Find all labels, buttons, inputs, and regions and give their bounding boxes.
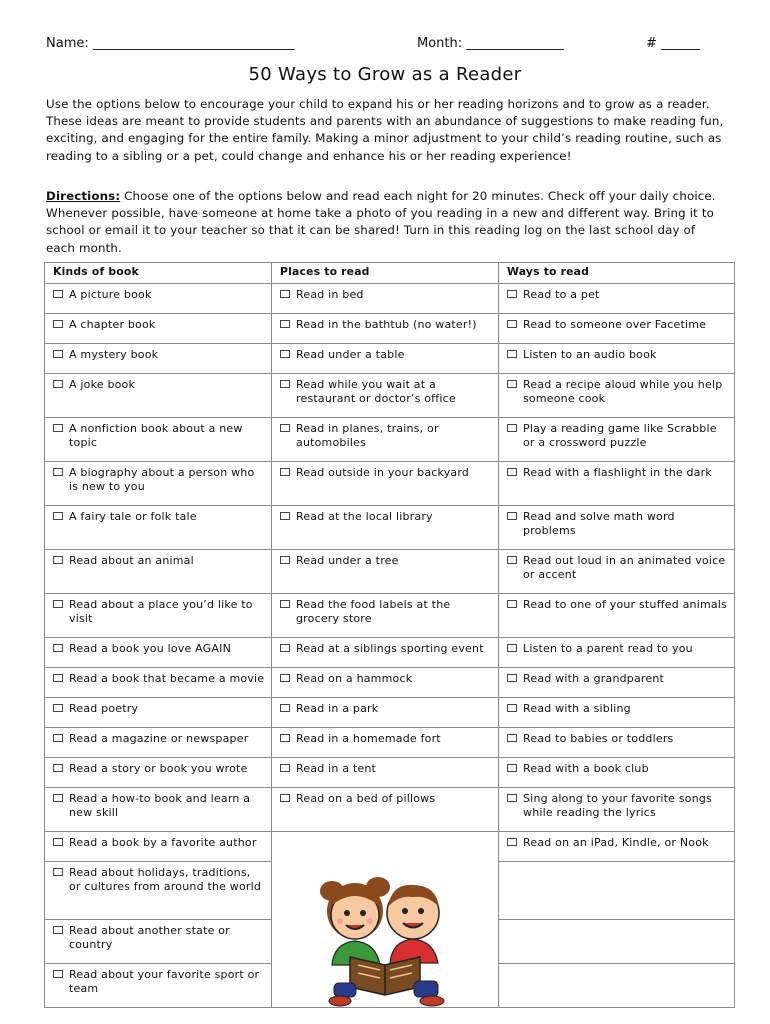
kind-of-book-label: Read about your favorite sport or team [69, 968, 260, 995]
table-row [45, 550, 735, 594]
checkbox-icon[interactable] [53, 764, 63, 772]
checkbox-icon[interactable] [280, 734, 290, 742]
intro-paragraph: Use the options below to encourage your child to expand his or her reading horizons and to grow as a reader. These ideas are meant to provide students and parents with an abundance of suggestions to make reading fun, exciting, and engaging for the entire family. Making a minor adjustment to your child’s reading routine, such as reading to a sibling or a pet, could change and enhance his or her reading experience! [46, 97, 724, 163]
way-to-read-option [507, 348, 728, 362]
way-to-read-option [507, 466, 728, 480]
checkbox-icon[interactable] [507, 380, 517, 388]
way-to-read-cell [499, 698, 735, 728]
kind-of-book-cell [45, 418, 272, 462]
kind-of-book-label: Read about a place you’d like to visit [69, 598, 253, 625]
checkbox-icon[interactable] [507, 794, 517, 802]
way-to-read-cell [499, 728, 735, 758]
checkbox-icon[interactable] [280, 290, 290, 298]
kind-of-book-label: A joke book [69, 378, 136, 391]
place-to-read-label: Read on a hammock [296, 672, 413, 685]
header-places-to-read: Places to read [272, 263, 499, 284]
kind-of-book-label: Read about holidays, traditions, or cultures from around the world [69, 866, 262, 893]
kind-of-book-cell [45, 550, 272, 594]
table-row [45, 788, 735, 832]
place-to-read-label: Read on a bed of pillows [296, 792, 436, 805]
way-to-read-option [507, 732, 728, 746]
place-to-read-option [280, 642, 492, 656]
kind-of-book-label: Read about another state or country [69, 924, 230, 951]
header-fields [46, 36, 726, 56]
way-to-read-label: Read to one of your stuffed animals [523, 598, 727, 611]
way-to-read-cell [499, 284, 735, 314]
table-row [45, 638, 735, 668]
checkbox-icon[interactable] [507, 838, 517, 846]
way-to-read-label: Read to babies or toddlers [523, 732, 674, 745]
table-row [45, 728, 735, 758]
checkbox-icon[interactable] [53, 926, 63, 934]
way-to-read-label: Read with a book club [523, 762, 649, 775]
name-field[interactable]: Name: _______________________________ [46, 36, 295, 51]
place-to-read-option [280, 672, 492, 686]
place-to-read-option [280, 792, 492, 806]
table-row [45, 344, 735, 374]
kind-of-book-option [53, 836, 265, 850]
place-to-read-option [280, 762, 492, 776]
children-reading-book-icon [310, 869, 460, 1007]
way-to-read-cell [499, 758, 735, 788]
way-to-read-label: Listen to an audio book [523, 348, 657, 361]
checkbox-icon[interactable] [53, 734, 63, 742]
way-to-read-cell [499, 506, 735, 550]
checkbox-icon[interactable] [53, 794, 63, 802]
directions-paragraph [46, 188, 728, 257]
kind-of-book-label: Read a magazine or newspaper [69, 732, 249, 745]
place-to-read-label: Read at the local library [296, 510, 433, 523]
table-row [45, 314, 735, 344]
checkbox-icon[interactable] [507, 734, 517, 742]
way-to-read-empty-cell [499, 862, 735, 920]
checkbox-icon[interactable] [53, 644, 63, 652]
way-to-read-cell [499, 374, 735, 418]
kind-of-book-cell [45, 920, 272, 964]
checkbox-icon[interactable] [507, 468, 517, 476]
checkbox-icon[interactable] [53, 600, 63, 608]
place-to-read-cell [272, 418, 499, 462]
place-to-read-option [280, 702, 492, 716]
place-to-read-option [280, 288, 492, 302]
way-to-read-label: Read to someone over Facetime [523, 318, 707, 331]
number-field[interactable]: # ______ [646, 36, 701, 51]
place-to-read-cell [272, 758, 499, 788]
kind-of-book-option [53, 288, 265, 302]
kind-of-book-cell [45, 668, 272, 698]
way-to-read-cell [499, 638, 735, 668]
place-to-read-cell [272, 284, 499, 314]
checkbox-icon[interactable] [280, 468, 290, 476]
place-to-read-option [280, 510, 492, 524]
page-title: 50 Ways to Grow as a Reader [248, 64, 522, 85]
way-to-read-cell [499, 594, 735, 638]
checkbox-icon[interactable] [507, 512, 517, 520]
way-to-read-label: Read to a pet [523, 288, 600, 301]
place-to-read-label: Read in bed [296, 288, 364, 301]
way-to-read-option [507, 510, 728, 538]
way-to-read-cell [499, 418, 735, 462]
place-to-read-cell [272, 788, 499, 832]
kind-of-book-cell [45, 314, 272, 344]
kind-of-book-label: A nonfiction book about a new topic [69, 422, 243, 449]
checkbox-icon[interactable] [53, 290, 63, 298]
kind-of-book-label: Read about an animal [69, 554, 194, 567]
checkbox-icon[interactable] [53, 838, 63, 846]
checkbox-icon[interactable] [53, 512, 63, 520]
place-to-read-label: Read outside in your backyard [296, 466, 470, 479]
way-to-read-label: Read and solve math word problems [523, 510, 675, 537]
checkbox-icon[interactable] [507, 644, 517, 652]
way-to-read-label: Read a recipe aloud while you help someone cook [523, 378, 723, 405]
way-to-read-option [507, 702, 728, 716]
illustration-cell [272, 832, 499, 1008]
header-kinds-of-book: Kinds of book [45, 263, 272, 284]
kind-of-book-option [53, 866, 265, 894]
place-to-read-cell [272, 462, 499, 506]
kind-of-book-option [53, 792, 265, 820]
way-to-read-cell [499, 832, 735, 862]
way-to-read-label: Read with a flashlight in the dark [523, 466, 712, 479]
kind-of-book-cell [45, 758, 272, 788]
table-row [45, 418, 735, 462]
way-to-read-option [507, 672, 728, 686]
kind-of-book-cell [45, 594, 272, 638]
kind-of-book-option [53, 642, 265, 656]
kind-of-book-label: Read a book that became a movie [69, 672, 265, 685]
directions-text: Choose one of the options below and read each night for 20 minutes. Check off your daily choice. Whenever possible, have someone at home take a photo of you reading in a new and different way. Bring it to school or email it to your teacher so that it can be shared! Turn in this reading log on the last school day of each month. [46, 189, 716, 255]
place-to-read-cell [272, 638, 499, 668]
place-to-read-label: Read in a homemade fort [296, 732, 441, 745]
kind-of-book-label: Read a book you love AGAIN [69, 642, 232, 655]
way-to-read-option [507, 378, 728, 406]
table-row [45, 594, 735, 638]
place-to-read-label: Read in the bathtub (no water!) [296, 318, 477, 331]
way-to-read-cell [499, 462, 735, 506]
checkbox-icon[interactable] [280, 512, 290, 520]
way-to-read-label: Read out loud in an animated voice or accent [523, 554, 726, 581]
way-to-read-option [507, 762, 728, 776]
way-to-read-label: Listen to a parent read to you [523, 642, 693, 655]
way-to-read-cell [499, 344, 735, 374]
checkbox-icon[interactable] [507, 320, 517, 328]
table-header-row [45, 263, 735, 284]
way-to-read-option [507, 422, 728, 450]
checkbox-icon[interactable] [53, 380, 63, 388]
checkbox-icon[interactable] [53, 868, 63, 876]
directions-label: Directions: [46, 189, 121, 203]
checkbox-icon[interactable] [507, 764, 517, 772]
place-to-read-cell [272, 344, 499, 374]
kind-of-book-cell [45, 284, 272, 314]
way-to-read-option [507, 288, 728, 302]
way-to-read-cell [499, 788, 735, 832]
kind-of-book-option [53, 732, 265, 746]
way-to-read-empty-cell [499, 920, 735, 964]
place-to-read-cell [272, 668, 499, 698]
kind-of-book-label: A biography about a person who is new to you [69, 466, 255, 493]
place-to-read-option [280, 466, 492, 480]
kind-of-book-cell [45, 374, 272, 418]
place-to-read-cell [272, 728, 499, 758]
place-to-read-cell [272, 550, 499, 594]
place-to-read-option [280, 598, 492, 626]
kind-of-book-option [53, 510, 265, 524]
checkbox-icon[interactable] [280, 600, 290, 608]
place-to-read-label: Read under a table [296, 348, 405, 361]
place-to-read-cell [272, 506, 499, 550]
way-to-read-cell [499, 314, 735, 344]
place-to-read-option [280, 378, 492, 406]
kind-of-book-cell [45, 344, 272, 374]
checkbox-icon[interactable] [507, 600, 517, 608]
kind-of-book-cell [45, 862, 272, 920]
checkbox-icon[interactable] [507, 290, 517, 298]
way-to-read-label: Sing along to your favorite songs while reading the lyrics [523, 792, 712, 819]
header-ways-to-read: Ways to read [499, 263, 735, 284]
way-to-read-cell [499, 668, 735, 698]
way-to-read-option [507, 836, 728, 850]
way-to-read-label: Read on an iPad, Kindle, or Nook [523, 836, 709, 849]
kind-of-book-option [53, 422, 265, 450]
place-to-read-label: Read under a tree [296, 554, 399, 567]
place-to-read-option [280, 422, 492, 450]
checkbox-icon[interactable] [280, 350, 290, 358]
checkbox-icon[interactable] [280, 556, 290, 564]
checkbox-icon[interactable] [507, 674, 517, 682]
checkbox-icon[interactable] [507, 350, 517, 358]
kind-of-book-option [53, 924, 265, 952]
kind-of-book-option [53, 348, 265, 362]
kind-of-book-option [53, 702, 265, 716]
table-row [45, 698, 735, 728]
kind-of-book-option [53, 378, 265, 392]
kind-of-book-option [53, 466, 265, 494]
checkbox-icon[interactable] [53, 556, 63, 564]
way-to-read-label: Play a reading game like Scrabble or a crossword puzzle [523, 422, 717, 449]
place-to-read-cell [272, 594, 499, 638]
checkbox-icon[interactable] [280, 794, 290, 802]
table-row [45, 668, 735, 698]
way-to-read-option [507, 642, 728, 656]
checkbox-icon[interactable] [507, 556, 517, 564]
checkbox-icon[interactable] [280, 704, 290, 712]
checkbox-icon[interactable] [280, 380, 290, 388]
month-field[interactable]: Month: _______________ [417, 36, 564, 51]
kind-of-book-cell [45, 506, 272, 550]
kind-of-book-cell [45, 462, 272, 506]
table-row [45, 284, 735, 314]
way-to-read-cell [499, 550, 735, 594]
table-row [45, 506, 735, 550]
kind-of-book-option [53, 762, 265, 776]
kind-of-book-option [53, 598, 265, 626]
place-to-read-option [280, 732, 492, 746]
place-to-read-label: Read while you wait at a restaurant or doctor’s office [296, 378, 456, 405]
place-to-read-cell [272, 698, 499, 728]
kind-of-book-label: A fairy tale or folk tale [69, 510, 197, 523]
checkbox-icon[interactable] [507, 424, 517, 432]
kind-of-book-cell [45, 698, 272, 728]
checkbox-icon[interactable] [53, 468, 63, 476]
kind-of-book-cell [45, 638, 272, 668]
place-to-read-option [280, 554, 492, 568]
kind-of-book-cell [45, 728, 272, 758]
kind-of-book-option [53, 318, 265, 332]
way-to-read-label: Read with a sibling [523, 702, 631, 715]
table-body [45, 284, 735, 1008]
place-to-read-cell [272, 374, 499, 418]
kind-of-book-cell [45, 788, 272, 832]
place-to-read-label: Read in a park [296, 702, 379, 715]
kind-of-book-option [53, 554, 265, 568]
kind-of-book-label: Read a book by a favorite author [69, 836, 257, 849]
kind-of-book-option [53, 968, 265, 996]
kind-of-book-label: Read a how-to book and learn a new skill [69, 792, 251, 819]
kind-of-book-label: A chapter book [69, 318, 156, 331]
place-to-read-option [280, 318, 492, 332]
place-to-read-label: Read at a siblings sporting event [296, 642, 484, 655]
checkbox-icon[interactable] [53, 320, 63, 328]
way-to-read-option [507, 318, 728, 332]
place-to-read-option [280, 348, 492, 362]
table-row [45, 462, 735, 506]
place-to-read-label: Read in planes, trains, or automobiles [296, 422, 439, 449]
way-to-read-empty-cell [499, 964, 735, 1008]
checkbox-icon[interactable] [53, 970, 63, 978]
kind-of-book-label: Read poetry [69, 702, 139, 715]
way-to-read-option [507, 598, 728, 612]
checkbox-icon[interactable] [507, 704, 517, 712]
table-row [45, 832, 735, 862]
kind-of-book-option [53, 672, 265, 686]
kind-of-book-cell [45, 832, 272, 862]
table-row [45, 374, 735, 418]
kind-of-book-label: A picture book [69, 288, 152, 301]
way-to-read-option [507, 554, 728, 582]
checkbox-icon[interactable] [280, 674, 290, 682]
checkbox-icon[interactable] [280, 764, 290, 772]
way-to-read-option [507, 792, 728, 820]
checkbox-icon[interactable] [53, 704, 63, 712]
checkbox-icon[interactable] [280, 644, 290, 652]
kind-of-book-cell [45, 964, 272, 1008]
checkbox-icon[interactable] [53, 350, 63, 358]
checkbox-icon[interactable] [53, 674, 63, 682]
place-to-read-label: Read the food labels at the grocery store [296, 598, 451, 625]
checkbox-icon[interactable] [280, 424, 290, 432]
table-row [45, 758, 735, 788]
reading-options-table [44, 262, 735, 1008]
kind-of-book-label: Read a story or book you wrote [69, 762, 248, 775]
way-to-read-label: Read with a grandparent [523, 672, 665, 685]
place-to-read-label: Read in a tent [296, 762, 377, 775]
checkbox-icon[interactable] [280, 320, 290, 328]
kind-of-book-label: A mystery book [69, 348, 159, 361]
place-to-read-cell [272, 314, 499, 344]
checkbox-icon[interactable] [53, 424, 63, 432]
